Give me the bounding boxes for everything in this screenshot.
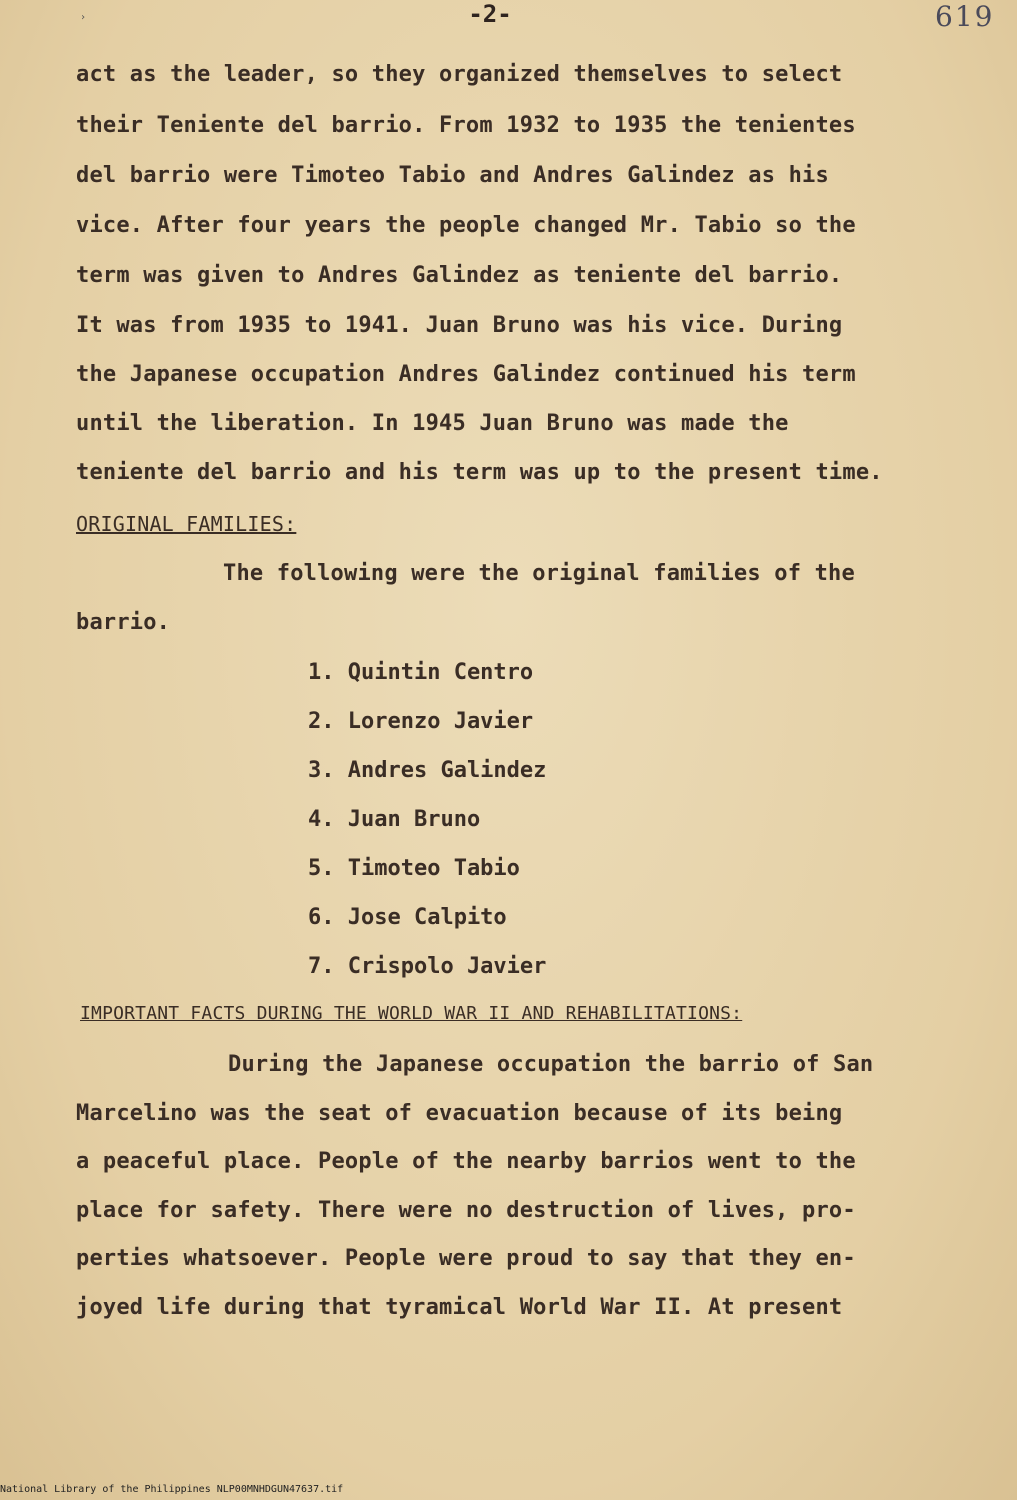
family-list-item: 5. Timoteo Tabio (308, 856, 520, 881)
archive-footer: National Library of the Philippines NLP00MNHDGUN47637.tif (0, 1484, 344, 1495)
family-list-item: 3. Andres Galindez (308, 758, 547, 783)
paragraph-line: perties whatsoever. People were proud to say that they en- (76, 1246, 856, 1271)
original-families-heading: ORIGINAL FAMILIES: (76, 512, 297, 536)
page-number: -2- (468, 0, 512, 28)
family-list-item: 6. Jose Calpito (308, 905, 507, 930)
paragraph-line: a peaceful place. People of the nearby barrios went to the (76, 1149, 856, 1174)
family-list-item: 4. Juan Bruno (308, 807, 481, 832)
world-war-heading: IMPORTANT FACTS DURING THE WORLD WAR II AND REHABILITATIONS: (80, 1003, 743, 1024)
margin-mark: › (80, 12, 87, 23)
paragraph-line: del barrio were Timoteo Tabio and Andres Galindez as his (76, 163, 829, 188)
family-list-item: 7. Crispolo Javier (308, 954, 547, 979)
family-list-item: 1. Quintin Centro (308, 660, 534, 685)
paragraph-line: place for safety. There were no destruction of lives, pro- (76, 1198, 856, 1223)
paragraph-line: their Teniente del barrio. From 1932 to 1935 the tenientes (76, 113, 856, 138)
paragraph-line: until the liberation. In 1945 Juan Bruno was made the (76, 411, 789, 436)
paragraph-line: joyed life during that tyramical World War II. At present (76, 1295, 843, 1320)
paragraph-line: It was from 1935 to 1941. Juan Bruno was his vice. During (76, 313, 843, 338)
paragraph-line: teniente del barrio and his term was up to the present time. (76, 460, 883, 485)
paragraph-line: Marcelino was the seat of evacuation because of its being (76, 1101, 843, 1126)
family-list-item: 2. Lorenzo Javier (308, 709, 534, 734)
paragraph-line: barrio. (76, 610, 171, 635)
paragraph-line: the Japanese occupation Andres Galindez continued his term (76, 362, 856, 387)
paragraph-line: During the Japanese occupation the barrio of San (228, 1052, 874, 1077)
paragraph-line: term was given to Andres Galindez as teniente del barrio. (76, 263, 843, 288)
paragraph-line: The following were the original families of the (223, 561, 855, 586)
paragraph-line: act as the leader, so they organized themselves to select (76, 62, 843, 87)
handwritten-page-number: 619 (935, 0, 995, 33)
paragraph-line: vice. After four years the people changed Mr. Tabio so the (76, 213, 856, 238)
